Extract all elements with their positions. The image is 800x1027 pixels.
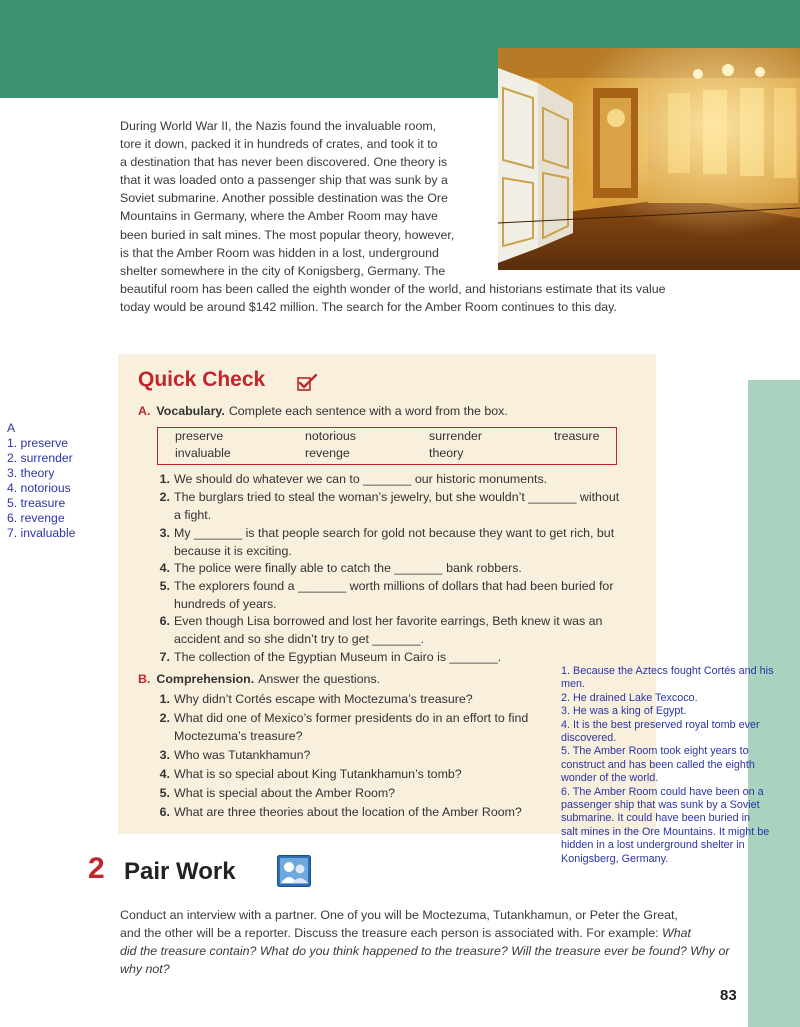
intro-line: shelter somewhere in the city of Konigsberg, Germany. The (120, 263, 446, 278)
item-text: The collection of the Egyptian Museum in Cairo is _______. (174, 650, 502, 664)
word-box-item: notorious (305, 429, 356, 443)
item-number: 5. (159, 786, 170, 800)
item-text: The police were finally able to catch the _______ bank robbers. (174, 561, 522, 575)
item-text: What is so special about King Tutankhamun’s tomb? (174, 767, 462, 781)
word-box-item: treasure (554, 429, 600, 443)
answer-key-a-line: 1. preserve (7, 436, 68, 450)
item-number: 3. (159, 526, 170, 540)
answer-key-b-line: Konigsberg, Germany. (561, 852, 669, 865)
item-text-continued: Moctezuma’s treasure? (174, 729, 303, 743)
item-number: 1. (159, 692, 170, 706)
intro-line: Mountains in Germany, where the Amber Room may have (120, 209, 438, 224)
item-text-continued: hundreds of years. (174, 597, 277, 611)
item-number: 2. (159, 711, 170, 725)
item-text: What is special about the Amber Room? (174, 786, 396, 800)
intro-line: During World War II, the Nazis found the invaluable room, (120, 119, 437, 133)
answer-key-b-line: hidden in a lost underground shelter in (561, 839, 745, 852)
section-b-label: Comprehension. (156, 672, 255, 686)
answer-key-a-line: 7. invaluable (7, 526, 76, 540)
pair-work-line-italic: What (662, 926, 691, 940)
item-text-continued: because it is exciting. (174, 544, 292, 558)
word-box-item: surrender (429, 429, 483, 443)
item-text: My _______ is that people search for gold not because they want to get rich, but (174, 526, 615, 540)
answer-key-b-line: submarine. It could have been buried in (561, 812, 751, 825)
word-box-item: theory (429, 446, 464, 460)
pair-work-line-italic: why not? (120, 962, 170, 976)
item-number: 7. (159, 650, 170, 664)
intro-line: today would be around $142 million. The search for the Amber Room continues to this day. (120, 299, 617, 314)
item-text: The explorers found a _______ worth millions of dollars that had been buried for (174, 579, 614, 593)
answer-key-b-line: 1. Because the Aztecs fought Cortés and his (561, 665, 774, 677)
section-a-instruction: Complete each sentence with a word from the box. (228, 404, 508, 418)
item-number: 4. (159, 561, 170, 575)
item-number: 4. (159, 767, 170, 781)
intro-paragraph (120, 117, 730, 316)
answer-key-b-line: salt mines in the Ore Mountains. It might be (561, 825, 770, 838)
answer-key-b-line: 5. The Amber Room took eight years to (561, 745, 749, 758)
pair-people-icon (277, 855, 311, 887)
answer-key-b-line: 4. It is the best preserved royal tomb ever (561, 718, 760, 731)
answer-key-a (7, 421, 75, 541)
answer-key-a-line: 5. treasure (7, 496, 66, 510)
item-number: 1. (159, 472, 170, 486)
item-number: 6. (159, 614, 170, 628)
word-box (157, 427, 617, 465)
intro-line: is that the Amber Room was hidden in a lost, underground (120, 245, 439, 260)
intro-line: tore it down, packed it in hundreds of crates, and took it to (120, 137, 438, 152)
checkbox-tick-icon (297, 374, 317, 391)
item-number: 5. (159, 579, 170, 593)
word-box-item: invaluable (175, 446, 231, 460)
word-box-item: revenge (305, 446, 350, 460)
intro-line: a destination that has never been discovered. One theory is (120, 155, 448, 170)
pair-work-line (120, 942, 740, 960)
word-box-item: preserve (175, 429, 224, 443)
pair-work-line-plain: and the other will be a reporter. Discuss the treasure each person is associated with. For example: (120, 926, 663, 940)
section-b-instruction: Answer the questions. (258, 672, 381, 686)
item-number: 2. (159, 490, 170, 504)
intro-line: that it was loaded onto a passenger ship that was sunk by a (120, 173, 448, 188)
item-text-continued: a fight. (174, 508, 212, 522)
section-a-heading (138, 404, 508, 418)
answer-key-a-line: 3. theory (7, 466, 55, 480)
section-a-letter: A. (138, 404, 151, 418)
item-text: What did one of Mexico’s former presidents do in an effort to find (174, 711, 529, 725)
answer-key-a-line: 2. surrender (7, 451, 73, 465)
pair-work-line (120, 924, 740, 942)
answer-key-b-line: 2. He drained Lake Texcoco. (561, 691, 698, 704)
pair-work-line (120, 960, 740, 978)
intro-line: been buried in salt mines. The most popular theory, however, (120, 227, 455, 242)
answer-key-b-line: passenger ship that was sunk by a Soviet (561, 799, 760, 812)
pair-work-line: Conduct an interview with a partner. One of you will be Moctezuma, Tutankhamun, or Peter the Great, (120, 908, 678, 922)
answer-key-a-line: 6. revenge (7, 511, 65, 525)
item-text: Even though Lisa borrowed and lost her favorite earrings, Beth knew it was an (174, 614, 603, 628)
item-number: 6. (159, 805, 170, 819)
answer-key-b-line: construct and has been called the eighth (561, 758, 755, 771)
item-text: We should do whatever we can to _______ our historic monuments. (174, 472, 548, 486)
answer-key-b-line: discovered. (561, 732, 617, 745)
pair-work-number: 2 (88, 852, 105, 885)
item-text: Who was Tutankhamun? (174, 748, 311, 762)
answer-key-b-line: men. (561, 678, 586, 691)
item-text: What are three theories about the location of the Amber Room? (174, 805, 522, 819)
section-b-letter: B. (138, 672, 151, 686)
answer-key-b-line: 6. The Amber Room could have been on a (561, 785, 764, 798)
pair-work-title: Pair Work (124, 858, 236, 885)
item-text-continued: accident and so she didn’t try to get _______. (174, 632, 425, 646)
item-text: The burglars tried to steal the woman’s jewelry, but she wouldn’t _______ without (174, 490, 620, 504)
pair-work-instructions (120, 906, 740, 978)
answer-key-a-heading: A (7, 421, 16, 435)
page-number: 83 (720, 987, 737, 1004)
item-text: Why didn’t Cortés escape with Moctezuma’s treasure? (174, 692, 473, 706)
answer-key-b (561, 665, 799, 866)
answer-key-b-line: 3. He was a king of Egypt. (561, 705, 687, 718)
section-b-heading (138, 672, 380, 686)
intro-line: Soviet submarine. Another possible destination was the Ore (120, 191, 448, 206)
item-number: 3. (159, 748, 170, 762)
quick-check-title: Quick Check (138, 368, 266, 391)
intro-line: beautiful room has been called the eighth wonder of the world, and historians estimate that its value (120, 281, 666, 296)
section-a-label: Vocabulary. (156, 404, 225, 418)
answer-key-a-line: 4. notorious (7, 481, 71, 495)
answer-key-b-line: wonder of the world. (561, 772, 659, 785)
pair-work-line-italic: did the treasure contain? What do you think happened to the treasure? Will the treasure ever be found? Why or (120, 944, 730, 958)
